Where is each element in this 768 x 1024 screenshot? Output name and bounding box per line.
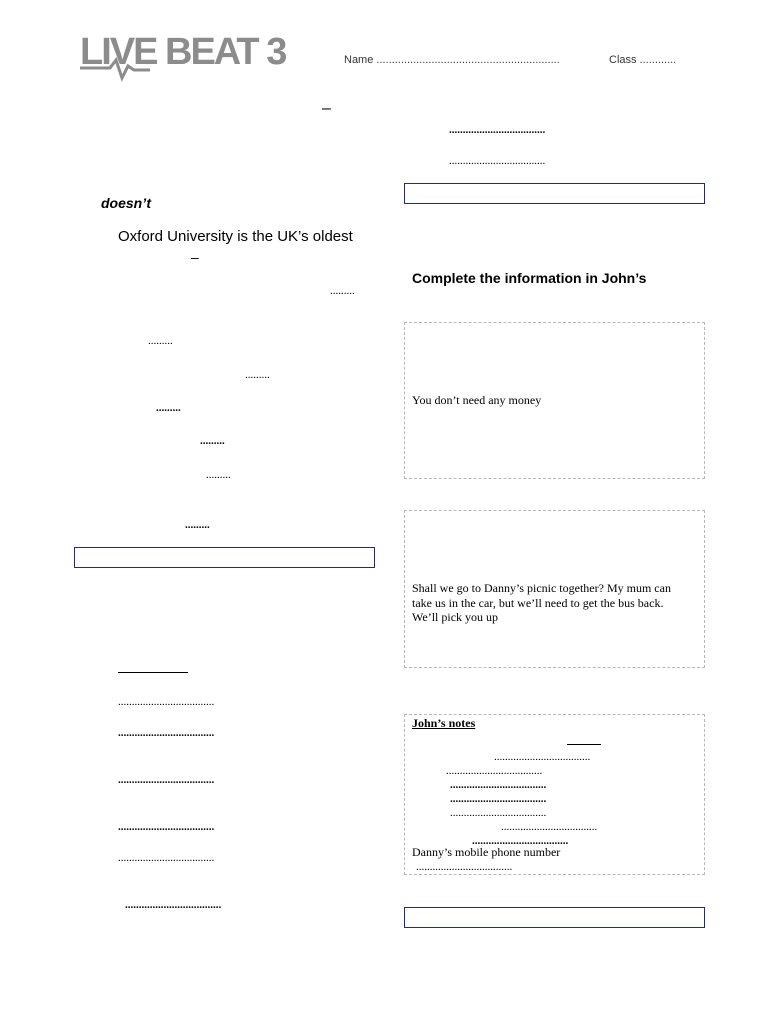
answer-gap[interactable]: ......... — [245, 369, 270, 381]
underline-blank[interactable] — [118, 672, 188, 673]
phone-line[interactable]: ................................... — [416, 861, 513, 873]
notes-box — [404, 714, 705, 875]
notes-line[interactable]: ................................... — [494, 751, 591, 763]
answer-line[interactable]: ................................... — [449, 155, 546, 167]
answer-gap[interactable]: ......... — [330, 285, 355, 297]
score-box — [404, 183, 705, 204]
score-box — [74, 547, 375, 568]
notes-line[interactable]: ................................... — [450, 779, 547, 791]
answer-line[interactable]: ................................... — [118, 852, 215, 864]
answer-line[interactable]: ................................... — [449, 124, 546, 136]
name-field[interactable]: Name ............................................................ — [344, 54, 560, 66]
notes-line[interactable]: ................................... — [450, 807, 547, 819]
answer-gap[interactable]: ......... — [206, 469, 231, 481]
answer-line[interactable]: ................................... — [118, 774, 215, 786]
message-line: Shall we go to Danny’s picnic together? My mum can — [412, 581, 671, 595]
answer-line[interactable]: ................................... — [118, 821, 215, 833]
logo-graphic — [80, 30, 300, 85]
answer-line[interactable]: ................................... — [125, 899, 222, 911]
answer-gap[interactable]: ......... — [200, 435, 225, 447]
section-heading: Complete the information in John’s — [412, 270, 647, 286]
notes-line[interactable]: ................................... — [450, 793, 547, 805]
notes-title: John’s notes — [412, 716, 476, 730]
score-box — [404, 907, 705, 928]
notes-line[interactable]: ................................... — [472, 835, 569, 847]
message-text — [412, 581, 671, 625]
message-text: You don’t need any money — [412, 393, 542, 407]
answer-gap[interactable]: ......... — [156, 402, 181, 414]
answer-gap[interactable]: ......... — [148, 335, 173, 347]
svg-text:LIVE BEAT 3: LIVE BEAT 3 — [80, 31, 286, 73]
notes-line[interactable]: ................................... — [446, 765, 543, 777]
answer-line[interactable]: ................................... — [118, 696, 215, 708]
message-line: take us in the car, but we’ll need to get the bus back. — [412, 595, 664, 610]
message-box-1 — [404, 322, 705, 479]
dash-mark: – — [191, 249, 199, 265]
answer-line[interactable]: ................................... — [118, 727, 215, 739]
message-box-2 — [404, 510, 705, 668]
dash-mark: – — [322, 100, 331, 117]
sentence-text: Oxford University is the UK’s oldest — [118, 228, 353, 245]
underline-blank[interactable] — [567, 744, 601, 745]
livebeat-logo — [80, 30, 300, 85]
phone-label: Danny’s mobile phone number — [412, 845, 561, 859]
class-field[interactable]: Class ............ — [609, 54, 677, 66]
answer-gap[interactable]: ......... — [185, 519, 210, 531]
italic-word: doesn’t — [101, 195, 152, 211]
message-line: We’ll pick you up — [412, 610, 499, 624]
notes-line[interactable]: ................................... — [501, 821, 598, 833]
